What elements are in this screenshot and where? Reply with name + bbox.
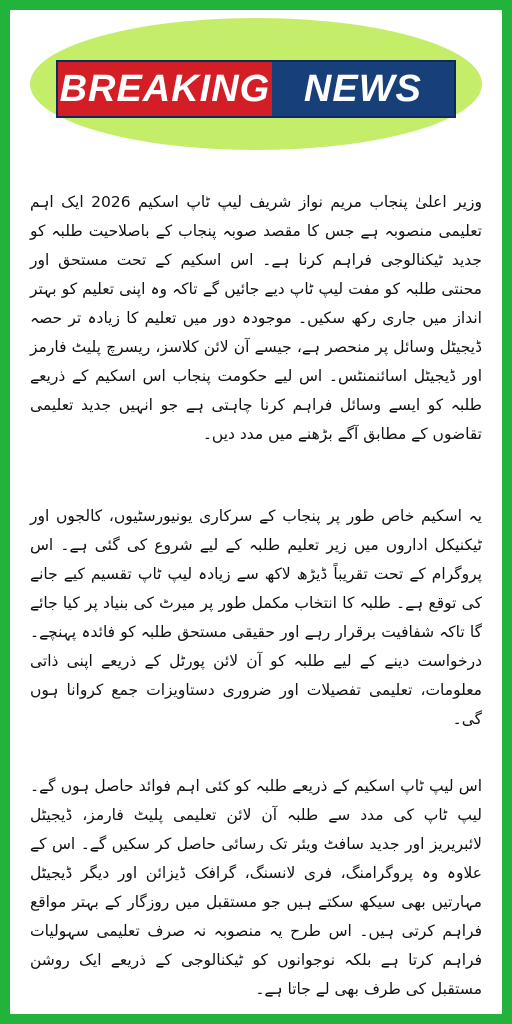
breaking-news-banner [56,60,456,118]
banner-left-panel [58,62,272,116]
banner-news-text: NEWS [303,67,422,110]
banner-breaking-text: BREAKING [59,67,271,110]
banner-right-panel [272,62,454,116]
article-paragraph-1: وزیر اعلیٰ پنجاب مریم نواز شریف لیپ ٹاپ اسکیم 2026 ایک اہم تعلیمی منصوبہ ہے جس کا مقصد صوبہ پنجاب کے باصلاحیت طلبہ کو جدید ٹیکنالوجی فراہم کرنا ہے۔ اس اسکیم کے تحت مستحق اور محنتی طلبہ کو مفت لیپ ٹاپ دیے جائیں گے تاکہ وہ اپنی تعلیم کو بہتر انداز میں جاری رکھ سکیں۔ موجودہ دور میں تعلیم کا زیادہ تر حصہ ڈیجیٹل وسائل پر منحصر ہے، جیسے آن لائن کلاسز، ریسرچ پلیٹ فارمز اور ڈیجیٹل اسائنمنٹس۔ اس لیے حکومت پنجاب اس اسکیم کے ذریعے طلبہ کو ایسے وسائل فراہم کرنا چاہتی ہے جو انہیں جدید تعلیمی تقاضوں کے مطابق آگے بڑھنے میں مدد دیں۔ [30,192,482,443]
article-card [10,10,502,1014]
article-paragraph-3: اس لیپ ٹاپ اسکیم کے ذریعے طلبہ کو کئی اہم فوائد حاصل ہوں گے۔ لیپ ٹاپ کی مدد سے طلبہ آن لائن تعلیمی پلیٹ فارمز، ڈیجیٹل لائبریریز اور جدید سافٹ ویئر تک رسائی حاصل کر سکیں گے۔ اس کے علاوہ وہ پروگرامنگ، فری لانسنگ، گرافک ڈیزائن اور دیگر ڈیجیٹل مہارتیں بھی سیکھ سکتے ہیں جو مستقبل میں روزگار کے بہتر مواقع فراہم کرتی ہیں۔ اس طرح یہ منصوبہ نہ صرف تعلیمی سہولیات فراہم کرتا ہے بلکہ نوجوانوں کو ٹیکنالوجی کے ذریعے ایک روشن مستقبل کی طرف بھی لے جاتا ہے۔ [30,776,482,998]
article-paragraph-2: یہ اسکیم خاص طور پر پنجاب کے سرکاری یونیورسٹیوں، کالجوں اور ٹیکنیکل اداروں میں زیر تعلیم طلبہ کے لیے شروع کی گئی ہے۔ اس پروگرام کے تحت تقریباً ڈیڑھ لاکھ سے زیادہ لیپ ٹاپ تقسیم کیے جانے کی توقع ہے۔ طلبہ کا انتخاب مکمل طور پر میرٹ کی بنیاد پر کیا جائے گا تاکہ شفافیت برقرار رہے اور حقیقی مستحق طلبہ کو فائدہ پہنچے۔ درخواست دینے کے لیے طلبہ کو آن لائن پورٹل کے ذریعے اپنی ذاتی معلومات، تعلیمی تفصیلات اور ضروری دستاویزات جمع کروانا ہوں گی۔ [30,506,482,728]
